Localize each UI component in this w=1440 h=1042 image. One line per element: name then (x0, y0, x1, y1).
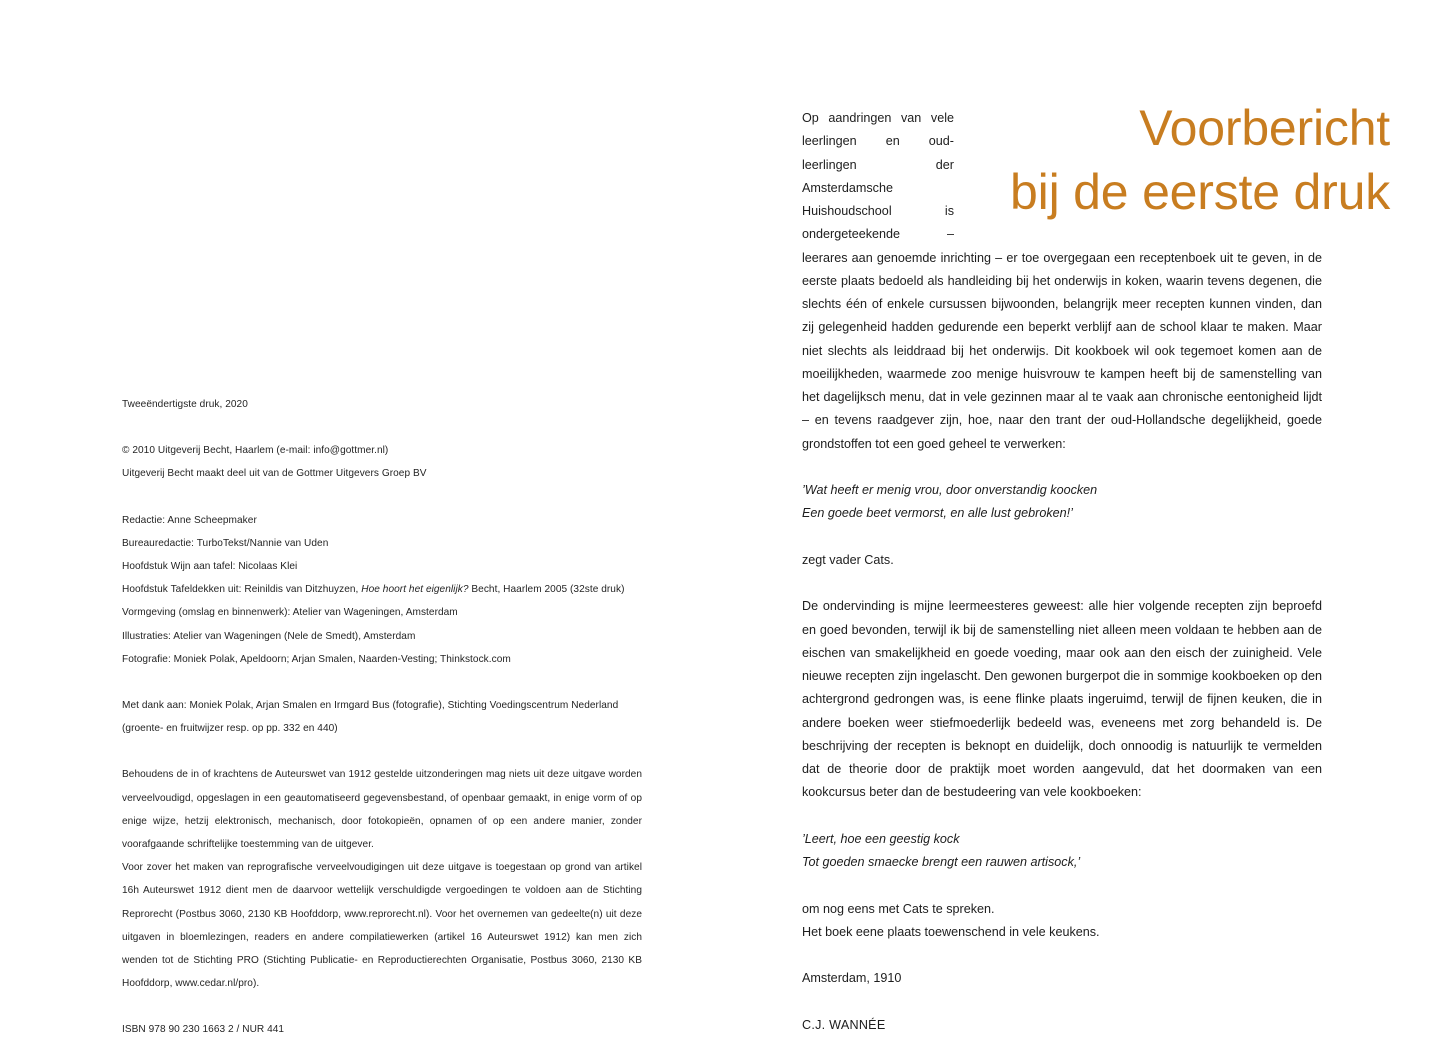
rights-block (122, 763, 642, 995)
credit-tafeldekken-prefix: Hoofdstuk Tafeldekken uit: Reinildis van Ditzhuyzen, (122, 584, 362, 596)
verse-1-line-1: ’Wat heeft er menig vrou, door onverstandig koocken (802, 483, 1098, 497)
copyright-line-2: Uitgeverij Becht maakt deel uit van de Gottmer Uitgevers Groep BV (122, 468, 427, 480)
colophon-block (122, 393, 642, 1042)
edition-line: Tweeëndertigste druk, 2020 (122, 399, 248, 410)
intro-paragraph: Op aandringen van vele leerlingen en oud-leerlingen der Amsterdamsche Huishoudschool is ondergeteekende – leerares aan genoemde inrichting – er toe overgegaan een receptenboek uit te geven, in de eerste plaats bedoeld als handleiding bij het onderwijs in koken, waarin tevens degenen, die slechts één of enkele cursussen bijwoonden, belangrijk meer recepten kunnen vinden, dan zij gelegenheid hadden gedurende een beperkt verblijf aan de school klaar te maken. Maar niet slechts als leiddraad bij het onderwijs. Dit kookboek wil ook tegemoet komen aan de moeilijkheden, waarmede zoo menige huisvrouw te kampen heeft bij de samenstelling van het dagelijksch menu, dat in vele gezinnen maar al te vaak aan chronische eentonigheid lijdt – en tevens raadgever zijn, hoe, naar den trant der oud-Hollandsche degelijkheid, goede grondstoffen tot een goed geheel te verwerken: (802, 111, 1322, 451)
verse-block-1 (802, 479, 1322, 526)
verse-block-2 (802, 828, 1322, 875)
chapter-title-line-1: Voorbericht (1139, 100, 1390, 156)
closing-line-1: om nog eens met Cats te spreken. (802, 901, 995, 916)
credit-hoofdstuk-wijn: Hoofdstuk Wijn aan tafel: Nicolaas Klei (122, 561, 298, 573)
place-date: Amsterdam, 1910 (802, 971, 902, 986)
isbn-block (122, 1018, 642, 1041)
credit-tafeldekken-book-title: Hoe hoort het eigenlijk? (361, 584, 469, 596)
verse-2-line-1: ’Leert, hoe een geestig kock (802, 831, 960, 846)
verse-2-line-2: Tot goeden smaecke brengt een rauwen artisock,’ (802, 855, 1081, 869)
spacer (802, 526, 1322, 549)
left-page-colophon (0, 0, 720, 1036)
closing-line-2: Het boek eene plaats toewenschend in vele keukens. (802, 924, 1100, 939)
thanks-block (122, 694, 642, 740)
verse-1-line-2: Een goede beet vermorst, en alle lust gebroken!’ (802, 506, 1073, 521)
credit-redactie: Redactie: Anne Scheepmaker (122, 514, 257, 526)
edition-block (122, 393, 642, 416)
chapter-title-line-2: bij de eerste druk (1010, 164, 1390, 220)
copyright-line-1: © 2010 Uitgeverij Becht, Haarlem (e-mail: info@gottmer.nl) (122, 445, 389, 457)
credit-hoofdstuk-tafeldekken (122, 578, 642, 601)
author-signature: C.J. WANNÉE (802, 1017, 886, 1032)
voorbericht-body (802, 107, 1322, 1037)
copyright-block (122, 439, 642, 485)
attribution-cats-1: zegt vader Cats. (802, 552, 894, 567)
body-paragraph: De ondervinding is mijne leermeesteres geweest: alle hier volgende recepten zijn beproefd en goed bevonden, terwijl ik bij de samenstelling niet alleen meen voldaan te hebben aan de eischen van smakelijkheid en goede voeding, maar ook aan den eisch der zuinigheid. Vele nieuwe recepten zijn ingelascht. Den gewonen burgerpot die in sommige kookboeken op den achtergrond gedrongen was, is eene flinke plaats ingeruimd, terwijl de fijnen keuken, die in andere boeken weer stiefmoederlijk bedeeld was, eveneens met zorg behandeld is. De beschrijving der recepten is beknopt en duidelijk, doch onnoodig is natuurlijk te vermelden dat de theorie door de praktijk moet worden aangevuld, dat het doormaken van een kookcursus beter dan de bestudeering van vele kookboeken: (802, 599, 1322, 800)
rights-paragraph-2: Voor zover het maken van reprografische verveelvoudigingen uit deze uitgave is toegestaan op grond van artikel 16h Auteurswet 1912 dient men de daarvoor wettelijk verschuldigde vergoedingen te voldoen aan de Stichting Reprorecht (Postbus 3060, 2130 KB Hoofddorp, www.reprorecht.nl). Voor het overnemen van gedeelte(n) uit deze uitgaven in bloemlezingen, readers en andere compilatiewerken (artikel 16 Auteurswet 1912) kan men zich wenden tot de Stichting PRO (Stichting Publicatie- en Reproductierechten Organisatie, Postbus 3060, 2130 KB Hoofddorp, www.cedar.nl/pro). (122, 862, 642, 990)
credits-block (122, 509, 642, 671)
thanks-text: Met dank aan: Moniek Polak, Arjan Smalen en Irmgard Bus (fotografie), Stichting Voedingscentrum Nederland (groente- en fruitwijzer resp. op pp. 332 en 440) (122, 700, 619, 735)
spacer (802, 805, 1322, 828)
spacer (802, 944, 1322, 967)
isbn-line: ISBN 978 90 230 1663 2 / NUR 441 (122, 1024, 285, 1036)
spacer (802, 572, 1322, 595)
credit-bureauredactie: Bureauredactie: TurboTekst/Nannie van Uden (122, 537, 329, 549)
credit-illustraties: Illustraties: Atelier van Wageningen (Nele de Smedt), Amsterdam (122, 630, 416, 642)
credit-fotografie: Fotografie: Moniek Polak, Apeldoorn; Arjan Smalen, Naarden-Vesting; Thinkstock.com (122, 653, 511, 665)
right-page-voorbericht (720, 0, 1440, 1032)
spacer (802, 991, 1322, 1014)
title-wrap-spacer (954, 107, 1322, 231)
rights-paragraph-1: Behoudens de in of krachtens de Auteurswet van 1912 gestelde uitzonderingen mag niets uit deze uitgave worden verveelvoudigd, opgeslagen in een geautomatiseerd gegevensbestand, of openbaar gemaakt, in enige vorm of op enige wijze, hetzij elektronisch, mechanisch, door fotokopieën, opnamen of op een andere manier, zonder voorafgaande schriftelijke toestemming van de uitgever. (122, 769, 642, 851)
spacer (802, 874, 1322, 897)
credit-tafeldekken-suffix: Becht, Haarlem 2005 (32ste druk) (468, 584, 625, 596)
spacer (802, 456, 1322, 479)
credit-vormgeving: Vormgeving (omslag en binnenwerk): Atelier van Wageningen, Amsterdam (122, 607, 458, 619)
